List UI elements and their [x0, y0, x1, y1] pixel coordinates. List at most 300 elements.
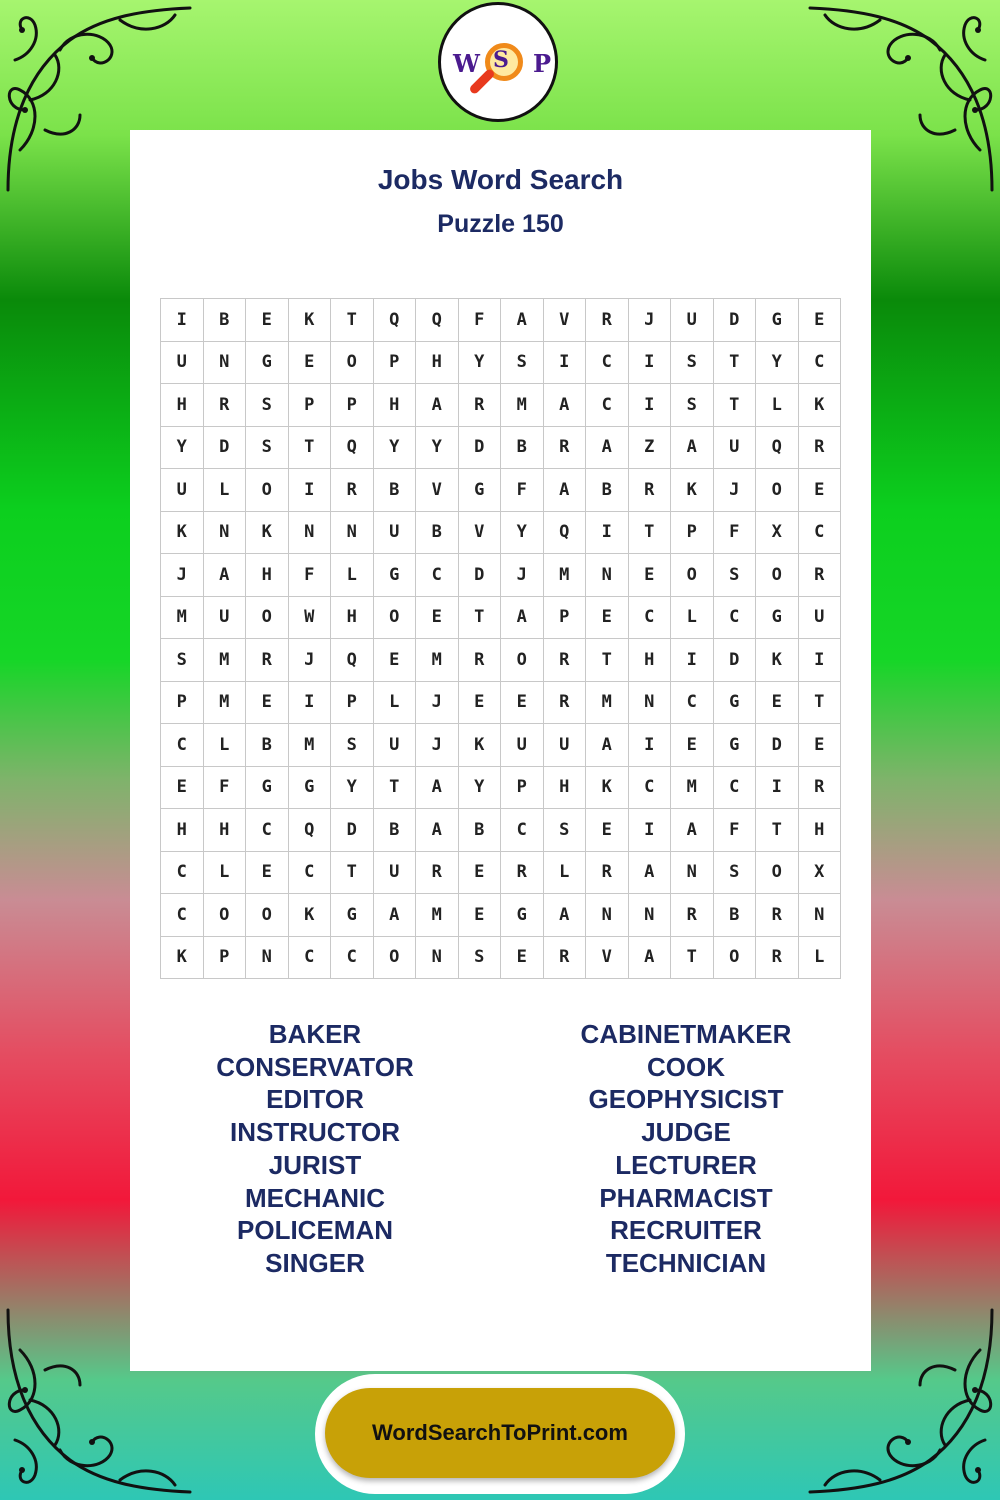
grid-row [161, 851, 841, 894]
grid-cell[interactable]: F [288, 554, 331, 597]
grid-cell[interactable]: E [373, 639, 416, 682]
grid-cell[interactable]: M [288, 724, 331, 767]
grid-cell[interactable]: L [798, 936, 841, 979]
grid-row [161, 766, 841, 809]
grid-cell[interactable]: B [458, 809, 501, 852]
grid-row [161, 936, 841, 979]
grid-cell[interactable]: R [671, 894, 714, 937]
grid-cell[interactable]: R [543, 426, 586, 469]
grid-cell[interactable]: M [416, 639, 459, 682]
grid-cell[interactable]: A [543, 384, 586, 427]
grid-cell[interactable]: N [586, 554, 629, 597]
grid-cell[interactable]: H [246, 554, 289, 597]
word-list-item: CABINETMAKER [580, 1019, 792, 1049]
grid-cell[interactable]: C [628, 766, 671, 809]
grid-cell[interactable]: Q [331, 639, 374, 682]
grid-cell[interactable]: R [798, 766, 841, 809]
grid-cell[interactable]: R [203, 384, 246, 427]
grid-cell[interactable]: C [671, 681, 714, 724]
grid-cell[interactable]: U [713, 426, 756, 469]
grid-cell[interactable]: P [331, 384, 374, 427]
grid-cell[interactable]: J [628, 299, 671, 342]
word-list-item: PHARMACIST [599, 1182, 773, 1213]
grid-cell[interactable]: H [373, 384, 416, 427]
grid-cell[interactable]: E [586, 596, 629, 639]
grid-cell[interactable]: S [713, 554, 756, 597]
grid-cell[interactable]: N [628, 894, 671, 937]
grid-cell[interactable]: G [756, 299, 799, 342]
grid-cell[interactable]: X [756, 511, 799, 554]
grid-cell[interactable]: R [458, 639, 501, 682]
grid-cell[interactable]: F [458, 299, 501, 342]
grid-cell[interactable]: O [331, 341, 374, 384]
grid-cell[interactable]: E [416, 596, 459, 639]
grid-cell[interactable]: E [586, 809, 629, 852]
grid-cell[interactable]: L [543, 851, 586, 894]
grid-cell[interactable]: H [798, 809, 841, 852]
grid-cell[interactable]: R [246, 639, 289, 682]
grid-cell[interactable]: R [628, 469, 671, 512]
grid-cell[interactable]: P [501, 766, 544, 809]
grid-cell[interactable]: D [713, 299, 756, 342]
grid-cell[interactable]: J [501, 554, 544, 597]
grid-cell[interactable]: I [671, 639, 714, 682]
grid-cell[interactable]: R [331, 469, 374, 512]
grid-cell[interactable]: C [246, 809, 289, 852]
grid-cell[interactable]: I [161, 299, 204, 342]
grid-cell[interactable]: C [331, 936, 374, 979]
grid-cell[interactable]: M [416, 894, 459, 937]
grid-cell[interactable]: Q [543, 511, 586, 554]
grid-cell[interactable]: T [756, 809, 799, 852]
grid-cell[interactable]: H [161, 809, 204, 852]
grid-cell[interactable]: R [543, 936, 586, 979]
grid-cell[interactable]: Z [628, 426, 671, 469]
grid-cell[interactable]: G [756, 596, 799, 639]
grid-cell[interactable]: E [628, 554, 671, 597]
grid-cell[interactable]: O [246, 596, 289, 639]
grid-cell[interactable]: V [586, 936, 629, 979]
grid-row [161, 469, 841, 512]
grid-cell[interactable]: J [713, 469, 756, 512]
grid-cell[interactable]: E [458, 894, 501, 937]
grid-cell[interactable]: Q [416, 299, 459, 342]
grid-cell[interactable]: B [246, 724, 289, 767]
grid-cell[interactable]: M [203, 639, 246, 682]
grid-cell[interactable]: G [458, 469, 501, 512]
grid-cell[interactable]: S [671, 384, 714, 427]
grid-cell[interactable]: U [373, 724, 416, 767]
grid-cell[interactable]: O [756, 851, 799, 894]
word-list-item: RECRUITER [610, 1215, 762, 1246]
grid-cell[interactable]: I [628, 724, 671, 767]
grid-cell[interactable]: D [203, 426, 246, 469]
grid-cell[interactable]: C [586, 384, 629, 427]
grid-cell[interactable]: H [543, 766, 586, 809]
grid-cell[interactable]: A [586, 724, 629, 767]
grid-cell[interactable]: B [203, 299, 246, 342]
word-list-item: POLICEMAN [237, 1215, 393, 1246]
grid-cell[interactable]: C [713, 596, 756, 639]
wsp-logo[interactable] [438, 2, 558, 122]
grid-cell[interactable]: H [203, 809, 246, 852]
footer-pill [315, 1374, 685, 1494]
grid-cell[interactable]: S [246, 384, 289, 427]
grid-cell[interactable]: Q [288, 809, 331, 852]
grid-cell[interactable]: E [756, 681, 799, 724]
grid-cell[interactable]: G [331, 894, 374, 937]
grid-cell[interactable]: E [458, 681, 501, 724]
grid-cell[interactable]: O [373, 936, 416, 979]
grid-cell[interactable]: H [331, 596, 374, 639]
grid-cell[interactable]: O [373, 596, 416, 639]
grid-cell[interactable]: M [671, 766, 714, 809]
grid-row [161, 596, 841, 639]
grid-cell[interactable]: C [288, 936, 331, 979]
word-list-item: TECHNICIAN [605, 1247, 767, 1278]
grid-cell[interactable]: A [501, 299, 544, 342]
grid-cell[interactable]: S [671, 341, 714, 384]
grid-cell[interactable]: A [416, 384, 459, 427]
grid-cell[interactable]: I [543, 341, 586, 384]
grid-cell[interactable]: T [713, 341, 756, 384]
grid-cell[interactable]: K [671, 469, 714, 512]
grid-cell[interactable]: K [288, 299, 331, 342]
grid-cell[interactable]: C [628, 596, 671, 639]
grid-cell[interactable]: A [628, 936, 671, 979]
word-list-item: SINGER [265, 1247, 365, 1278]
grid-cell[interactable]: R [543, 681, 586, 724]
grid-cell[interactable]: G [501, 894, 544, 937]
grid-cell[interactable]: O [756, 554, 799, 597]
grid-cell[interactable]: T [331, 851, 374, 894]
grid-cell[interactable]: I [628, 341, 671, 384]
grid-cell[interactable]: A [416, 766, 459, 809]
grid-cell[interactable]: Q [331, 426, 374, 469]
grid-cell[interactable]: N [203, 511, 246, 554]
grid-cell[interactable]: O [671, 554, 714, 597]
grid-cell[interactable]: W [288, 596, 331, 639]
grid-cell[interactable]: A [203, 554, 246, 597]
grid-cell[interactable]: F [713, 809, 756, 852]
grid-cell[interactable]: O [756, 469, 799, 512]
grid-cell[interactable]: Y [501, 511, 544, 554]
grid-cell[interactable]: T [713, 384, 756, 427]
grid-cell[interactable]: T [628, 511, 671, 554]
grid-cell[interactable]: B [501, 426, 544, 469]
grid-cell[interactable]: E [288, 341, 331, 384]
grid-cell[interactable]: G [246, 766, 289, 809]
word-list-item: COOK [647, 1051, 725, 1082]
grid-cell[interactable]: N [246, 936, 289, 979]
grid-cell[interactable]: U [161, 341, 204, 384]
grid-cell[interactable]: C [161, 724, 204, 767]
word-list-item: BAKER [268, 1019, 362, 1049]
grid-cell[interactable]: G [713, 724, 756, 767]
grid-cell[interactable]: I [628, 809, 671, 852]
grid-cell[interactable]: I [288, 681, 331, 724]
grid-cell[interactable]: R [756, 894, 799, 937]
grid-cell[interactable]: C [416, 554, 459, 597]
grid-cell[interactable]: E [798, 724, 841, 767]
grid-cell[interactable]: C [798, 341, 841, 384]
grid-cell[interactable]: H [161, 384, 204, 427]
word-list-item: GEOPHYSICIST [588, 1084, 784, 1115]
grid-cell[interactable]: R [416, 851, 459, 894]
grid-cell[interactable]: U [501, 724, 544, 767]
grid-cell[interactable]: R [586, 851, 629, 894]
grid-cell[interactable]: J [288, 639, 331, 682]
grid-cell[interactable]: L [203, 851, 246, 894]
grid-cell[interactable]: O [501, 639, 544, 682]
grid-cell[interactable]: Y [756, 341, 799, 384]
grid-row [161, 299, 841, 342]
grid-cell[interactable]: S [246, 426, 289, 469]
word-list-item: INSTRUCTOR [230, 1117, 400, 1148]
grid-cell[interactable]: E [798, 299, 841, 342]
word-list-right [501, 1018, 871, 1280]
grid-cell[interactable]: U [373, 851, 416, 894]
grid-cell[interactable]: B [416, 511, 459, 554]
grid-cell[interactable]: G [373, 554, 416, 597]
logo-letter-s: S [493, 47, 509, 73]
letter-grid[interactable] [160, 298, 841, 979]
grid-cell[interactable]: N [798, 894, 841, 937]
grid-cell[interactable]: F [713, 511, 756, 554]
grid-cell[interactable]: I [798, 639, 841, 682]
grid-cell[interactable]: L [331, 554, 374, 597]
grid-cell[interactable]: N [331, 511, 374, 554]
grid-cell[interactable]: B [373, 469, 416, 512]
grid-cell[interactable]: C [288, 851, 331, 894]
grid-cell[interactable]: A [373, 894, 416, 937]
grid-cell[interactable]: E [798, 469, 841, 512]
grid-cell[interactable]: K [756, 639, 799, 682]
grid-cell[interactable]: F [203, 766, 246, 809]
grid-cell[interactable]: A [628, 851, 671, 894]
grid-cell[interactable]: O [246, 469, 289, 512]
grid-cell[interactable]: U [798, 596, 841, 639]
grid-cell[interactable]: N [416, 936, 459, 979]
puzzle-number: Puzzle 150 [437, 210, 564, 238]
grid-cell[interactable]: M [586, 681, 629, 724]
word-list-item: JUDGE [641, 1117, 731, 1148]
grid-cell[interactable]: U [373, 511, 416, 554]
grid-cell[interactable]: K [798, 384, 841, 427]
grid-cell[interactable]: L [756, 384, 799, 427]
grid-cell[interactable]: M [203, 681, 246, 724]
grid-cell[interactable]: Y [458, 341, 501, 384]
grid-cell[interactable]: D [458, 426, 501, 469]
grid-cell[interactable]: B [586, 469, 629, 512]
grid-row [161, 681, 841, 724]
grid-cell[interactable]: K [586, 766, 629, 809]
grid-cell[interactable]: S [501, 341, 544, 384]
grid-cell[interactable]: O [713, 936, 756, 979]
grid-cell[interactable]: P [288, 384, 331, 427]
grid-row [161, 809, 841, 852]
grid-cell[interactable]: P [671, 511, 714, 554]
grid-cell[interactable]: N [203, 341, 246, 384]
puzzle-title: Jobs Word Search [377, 164, 624, 195]
grid-cell[interactable]: F [501, 469, 544, 512]
grid-cell[interactable]: D [713, 639, 756, 682]
grid-cell[interactable]: D [756, 724, 799, 767]
grid-cell[interactable]: P [543, 596, 586, 639]
grid-cell[interactable]: N [628, 681, 671, 724]
grid-cell[interactable]: Y [161, 426, 204, 469]
grid-cell[interactable]: I [756, 766, 799, 809]
grid-cell[interactable]: E [246, 681, 289, 724]
grid-cell[interactable]: J [416, 724, 459, 767]
grid-cell[interactable]: N [288, 511, 331, 554]
grid-cell[interactable]: C [586, 341, 629, 384]
logo-letter-w: W [453, 49, 480, 78]
grid-cell[interactable]: A [416, 809, 459, 852]
grid-cell[interactable]: L [203, 469, 246, 512]
grid-cell[interactable]: N [671, 851, 714, 894]
grid-cell[interactable]: H [416, 341, 459, 384]
grid-cell[interactable]: G [288, 766, 331, 809]
grid-cell[interactable]: I [628, 384, 671, 427]
grid-cell[interactable]: G [713, 681, 756, 724]
grid-cell[interactable]: O [246, 894, 289, 937]
grid-cell[interactable]: Q [756, 426, 799, 469]
grid-cell[interactable]: A [543, 469, 586, 512]
grid-cell[interactable]: D [331, 809, 374, 852]
grid-cell[interactable]: S [161, 639, 204, 682]
grid-cell[interactable]: M [501, 384, 544, 427]
grid-cell[interactable]: T [331, 299, 374, 342]
grid-cell[interactable]: R [798, 426, 841, 469]
grid-cell[interactable]: I [586, 511, 629, 554]
grid-cell[interactable]: K [458, 724, 501, 767]
grid-cell[interactable]: P [331, 681, 374, 724]
grid-cell[interactable]: P [161, 681, 204, 724]
grid-cell[interactable]: S [713, 851, 756, 894]
word-list-item: LECTURER [615, 1149, 757, 1180]
grid-cell[interactable]: E [246, 851, 289, 894]
grid-cell[interactable]: J [416, 681, 459, 724]
grid-cell[interactable]: U [203, 596, 246, 639]
grid-cell[interactable]: V [416, 469, 459, 512]
grid-cell[interactable]: C [161, 851, 204, 894]
grid-cell[interactable]: T [671, 936, 714, 979]
grid-cell[interactable]: G [246, 341, 289, 384]
grid-cell[interactable]: S [458, 936, 501, 979]
grid-cell[interactable]: B [373, 809, 416, 852]
grid-row [161, 511, 841, 554]
word-list-item: JURIST [268, 1149, 362, 1180]
grid-cell[interactable]: I [288, 469, 331, 512]
grid-cell[interactable]: J [161, 554, 204, 597]
grid-cell[interactable]: K [246, 511, 289, 554]
grid-cell[interactable]: R [543, 639, 586, 682]
grid-cell[interactable]: B [713, 894, 756, 937]
word-list-left [130, 1018, 500, 1280]
grid-cell[interactable]: K [161, 511, 204, 554]
grid-cell[interactable]: K [161, 936, 204, 979]
grid-cell[interactable]: C [798, 511, 841, 554]
grid-cell[interactable]: E [501, 936, 544, 979]
grid-row [161, 639, 841, 682]
logo-letter-p: P [533, 49, 552, 78]
grid-cell[interactable]: Y [416, 426, 459, 469]
grid-row [161, 384, 841, 427]
grid-cell[interactable]: R [798, 554, 841, 597]
grid-cell[interactable]: R [501, 851, 544, 894]
grid-cell[interactable]: U [161, 469, 204, 512]
site-link-button[interactable]: WordSearchToPrint.com [325, 1388, 675, 1478]
puzzle-sheet [130, 130, 871, 1371]
grid-cell[interactable]: N [586, 894, 629, 937]
grid-cell[interactable]: Y [458, 766, 501, 809]
grid-row [161, 724, 841, 767]
grid-cell[interactable]: S [543, 809, 586, 852]
word-list-item: CONSERVATOR [216, 1051, 414, 1082]
grid-cell[interactable]: O [203, 894, 246, 937]
grid-cell[interactable]: R [458, 384, 501, 427]
grid-cell[interactable]: X [798, 851, 841, 894]
grid-row [161, 426, 841, 469]
grid-row [161, 894, 841, 937]
grid-cell[interactable]: A [501, 596, 544, 639]
grid-cell[interactable]: D [458, 554, 501, 597]
grid-cell[interactable]: M [543, 554, 586, 597]
grid-cell[interactable]: V [543, 299, 586, 342]
word-list-item: EDITOR [266, 1084, 364, 1115]
grid-cell[interactable]: K [288, 894, 331, 937]
grid-cell[interactable]: T [586, 639, 629, 682]
grid-cell[interactable]: U [543, 724, 586, 767]
grid-cell[interactable]: C [501, 809, 544, 852]
grid-cell[interactable]: L [671, 596, 714, 639]
grid-cell[interactable]: Y [373, 426, 416, 469]
grid-cell[interactable]: T [288, 426, 331, 469]
grid-cell[interactable]: A [671, 426, 714, 469]
grid-cell[interactable]: Y [331, 766, 374, 809]
grid-cell[interactable]: E [501, 681, 544, 724]
grid-cell[interactable]: C [713, 766, 756, 809]
grid-cell[interactable]: T [798, 681, 841, 724]
grid-cell[interactable]: A [543, 894, 586, 937]
grid-cell[interactable]: E [246, 299, 289, 342]
grid-cell[interactable]: A [586, 426, 629, 469]
grid-cell[interactable]: V [458, 511, 501, 554]
grid-cell[interactable]: R [756, 936, 799, 979]
grid-cell[interactable]: C [161, 894, 204, 937]
grid-cell[interactable]: P [373, 341, 416, 384]
grid-cell[interactable]: T [373, 766, 416, 809]
grid-cell[interactable]: H [628, 639, 671, 682]
grid-cell[interactable]: E [671, 724, 714, 767]
grid-cell[interactable]: M [161, 596, 204, 639]
word-list-item: MECHANIC [244, 1182, 386, 1213]
grid-cell[interactable]: L [203, 724, 246, 767]
grid-cell[interactable]: E [458, 851, 501, 894]
grid-row [161, 341, 841, 384]
grid-cell[interactable]: Q [373, 299, 416, 342]
grid-cell[interactable]: R [586, 299, 629, 342]
grid-cell[interactable]: U [671, 299, 714, 342]
grid-cell[interactable]: A [671, 809, 714, 852]
grid-row [161, 554, 841, 597]
grid-cell[interactable]: P [203, 936, 246, 979]
grid-cell[interactable]: E [161, 766, 204, 809]
grid-cell[interactable]: T [458, 596, 501, 639]
grid-cell[interactable]: L [373, 681, 416, 724]
grid-cell[interactable]: S [331, 724, 374, 767]
